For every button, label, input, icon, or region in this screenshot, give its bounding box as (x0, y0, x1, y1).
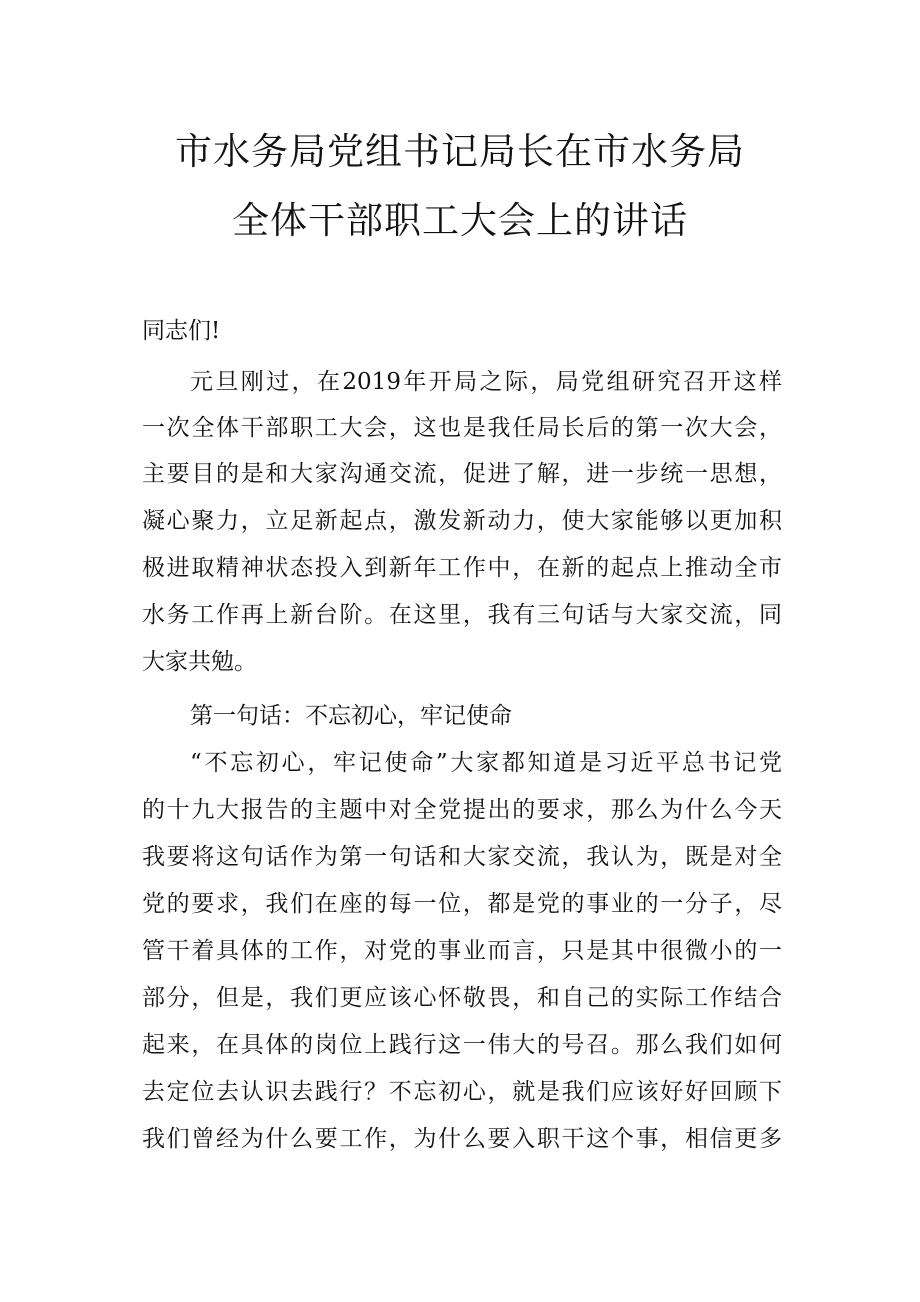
paragraph-2-line: 去定位去认识去践行？不忘初心，就是我们应该好好回顾下 (142, 1079, 782, 1105)
paragraph-1-line: 凝心聚力，立足新起点，激发新动力，使大家能够以更加积 (142, 508, 782, 534)
paragraph-2-line: 我要将这句话作为第一句话和大家交流，我认为，既是对全 (142, 844, 782, 870)
section-heading: 第一句话：不忘初心，牢记使命 (190, 703, 512, 729)
paragraph-2-line: “不忘初心，牢记使命”大家都知道是习近平总书记党 (190, 750, 782, 776)
paragraph-1-line: 水务工作再上新台阶。在这里，我有三句话与大家交流，同 (142, 602, 782, 628)
paragraph-2-line: 我们曾经为什么要工作，为什么要入职干这个事，相信更多 (142, 1126, 782, 1152)
paragraph-1-line: 大家共勉。 (142, 649, 257, 675)
paragraph-2-line: 党的要求，我们在座的每一位，都是党的事业的一分子，尽 (142, 891, 782, 917)
document-title-line-1: 市水务局党组书记局长在市水务局 (175, 130, 745, 173)
paragraph-1-line: 一次全体干部职工大会，这也是我任局长后的第一次大会， (142, 415, 782, 441)
document-title-line-2: 全体干部职工大会上的讲话 (232, 199, 688, 242)
salutation: 同志们! (142, 318, 221, 344)
paragraph-2-line: 管干着具体的工作，对党的事业而言，只是其中很微小的一 (142, 938, 782, 964)
paragraph-2-line: 起来，在具体的岗位上践行这一伟大的号召。那么我们如何 (142, 1032, 782, 1058)
paragraph-2-line: 的十九大报告的主题中对全党提出的要求，那么为什么今天 (142, 797, 782, 823)
paragraph-1-line: 极进取精神状态投入到新年工作中，在新的起点上推动全市 (142, 555, 782, 581)
paragraph-1-line: 元旦刚过，在2019年开局之际，局党组研究召开这样 (190, 369, 782, 395)
paragraph-2-line: 部分，但是，我们更应该心怀敬畏，和自己的实际工作结合 (142, 985, 782, 1011)
paragraph-1-line: 主要目的是和大家沟通交流，促进了解，进一步统一思想， (142, 461, 782, 487)
